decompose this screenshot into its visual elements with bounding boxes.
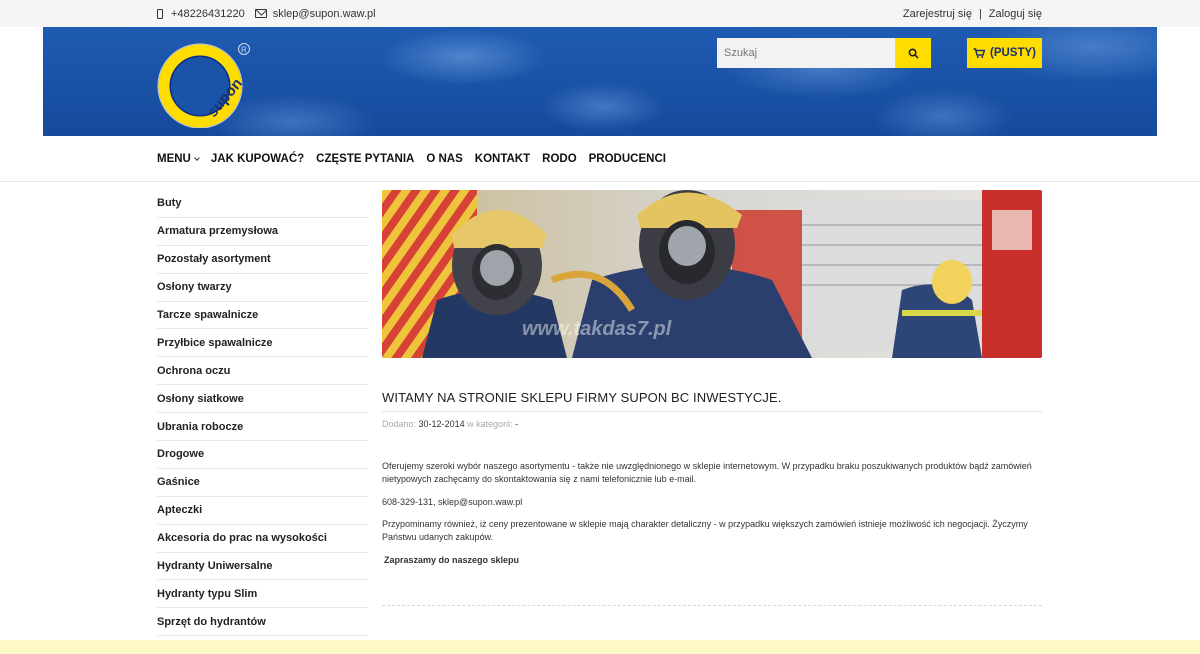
supon-logo[interactable] bbox=[156, 40, 251, 128]
nav-item-contact[interactable]: KONTAKT bbox=[474, 153, 531, 165]
nav-item-about[interactable]: O NAS bbox=[426, 153, 463, 165]
nav-item-producers[interactable]: PRODUCENCI bbox=[588, 153, 666, 165]
category-item[interactable]: Drogowe bbox=[157, 441, 367, 469]
mail-icon bbox=[255, 9, 267, 18]
category-item[interactable]: Hydranty typu Slim bbox=[157, 580, 367, 608]
phone-number: +48226431220 bbox=[171, 7, 245, 20]
nav-item-how-to-buy[interactable]: JAK KUPOWAĆ? bbox=[210, 153, 305, 165]
header-banner bbox=[43, 27, 1157, 136]
category-item[interactable]: Tarcze spawalnicze bbox=[157, 302, 367, 330]
nav-divider bbox=[0, 181, 1200, 182]
category-item[interactable]: Osłony siatkowe bbox=[157, 385, 367, 413]
post-meta bbox=[382, 419, 1042, 429]
category-sidebar bbox=[157, 190, 367, 636]
search-form bbox=[717, 38, 931, 68]
logo-wordmark: supon bbox=[204, 75, 246, 121]
category-item[interactable]: Osłony twarzy bbox=[157, 274, 367, 302]
nav-item-rodo[interactable]: RODO bbox=[542, 153, 577, 165]
register-link[interactable]: Zarejestruj się bbox=[902, 7, 972, 20]
search-icon bbox=[908, 48, 919, 59]
meta-category-label: w kategorii: bbox=[467, 419, 513, 429]
content-divider bbox=[382, 605, 1042, 606]
category-item[interactable]: Armatura przemysłowa bbox=[157, 218, 367, 246]
category-item[interactable]: Akcesoria do prac na wysokości bbox=[157, 525, 367, 553]
account-links bbox=[903, 0, 1042, 27]
main-content bbox=[382, 190, 1042, 567]
category-item[interactable]: Ubrania robocze bbox=[157, 413, 367, 441]
post-paragraph-offer: Oferujemy szeroki wybór naszego asortymentu - także nie uwzględnionego w sklepie internetowym. W przypadku braku poszukiwanych produktów bądź zamówień nietypowych zachęcamy do skontaktowania się z nami telefonicznie lub e-mail. bbox=[382, 461, 1032, 484]
meta-category[interactable]: - bbox=[515, 419, 519, 429]
search-input[interactable] bbox=[717, 38, 895, 68]
search-button[interactable] bbox=[895, 38, 931, 68]
nav-item-label: MENU bbox=[157, 153, 191, 165]
nav-item-menu[interactable] bbox=[157, 153, 199, 165]
post-paragraph-prices: Przypominamy również, iż ceny prezentowane w sklepie mają charakter detaliczny - w przypadku większych zamówień istnieje możliwość ich negocjacji. Życzymy Państwu udanych zakupów. bbox=[382, 519, 1028, 542]
login-link[interactable]: Zaloguj się bbox=[988, 7, 1042, 20]
post-paragraph-contact: 608-329-131, sklep@supon.waw.pl bbox=[382, 497, 523, 507]
category-item[interactable]: Gaśnice bbox=[157, 469, 367, 497]
firefighters-banner-image bbox=[382, 190, 1042, 358]
cart-label: (PUSTY) bbox=[990, 47, 1036, 59]
email-link[interactable]: sklep@supon.waw.pl bbox=[272, 7, 376, 20]
category-item[interactable]: Ochrona oczu bbox=[157, 357, 367, 385]
svg-text:R: R bbox=[241, 45, 247, 55]
main-nav bbox=[157, 137, 666, 181]
category-item[interactable]: Apteczki bbox=[157, 497, 367, 525]
contact-info bbox=[157, 0, 376, 27]
phone-icon bbox=[157, 9, 163, 19]
banner-watermark: www.takdas7.pl bbox=[522, 318, 672, 340]
chevron-down-icon bbox=[194, 155, 200, 161]
meta-date: 30-12-2014 bbox=[418, 419, 465, 429]
cart-icon bbox=[973, 48, 985, 58]
footer-strip bbox=[0, 640, 1200, 654]
post-paragraph-invite: Zapraszamy do naszego sklepu bbox=[384, 555, 520, 565]
post-title: WITAMY NA STRONIE SKLEPU FIRMY SUPON BC INWESTYCJE. bbox=[382, 390, 1042, 412]
account-separator: | bbox=[978, 7, 982, 20]
cart-button[interactable] bbox=[967, 38, 1042, 68]
nav-item-faq[interactable]: CZĘSTE PYTANIA bbox=[316, 153, 415, 165]
meta-added-label: Dodano: bbox=[382, 419, 417, 429]
category-item[interactable]: Przyłbice spawalnicze bbox=[157, 329, 367, 357]
top-bar bbox=[0, 0, 1200, 27]
category-item[interactable]: Buty bbox=[157, 190, 367, 218]
category-item[interactable]: Pozostały asortyment bbox=[157, 246, 367, 274]
category-item[interactable]: Sprzęt do hydrantów bbox=[157, 608, 367, 636]
category-item[interactable]: Hydranty Uniwersalne bbox=[157, 553, 367, 581]
